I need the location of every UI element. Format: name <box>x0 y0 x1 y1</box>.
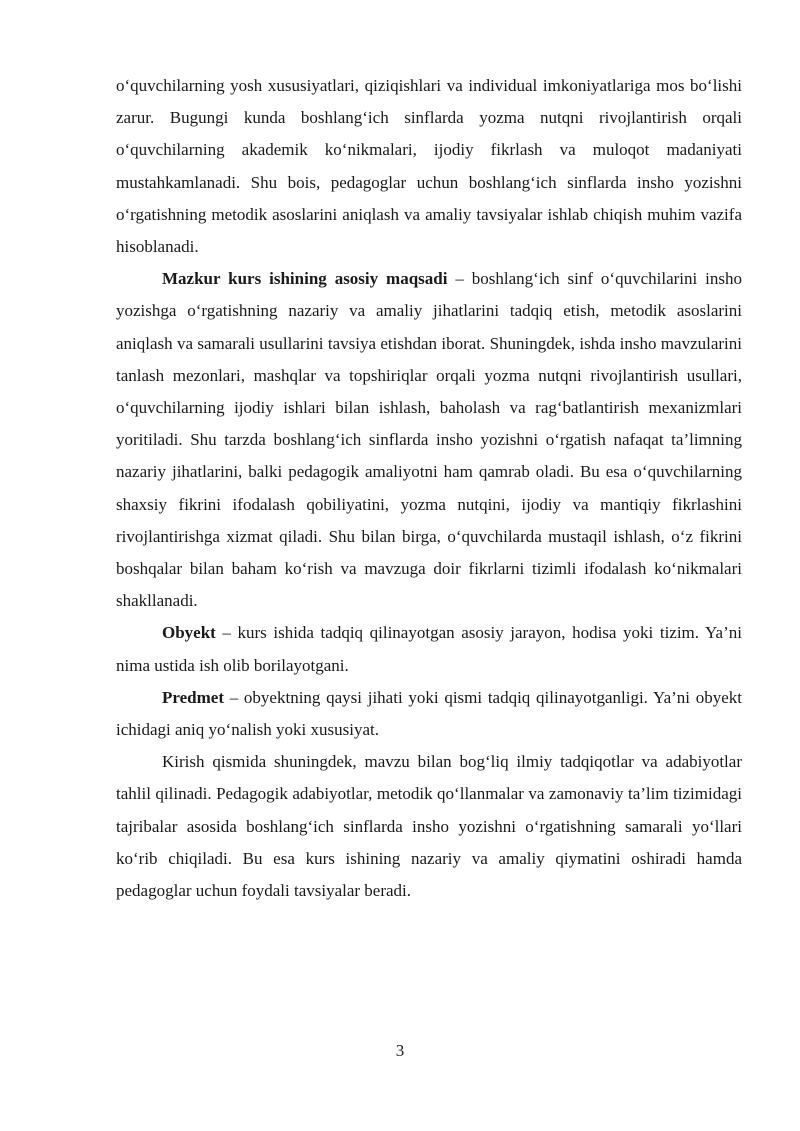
paragraph-text: Kirish qismida shuningdek, mavzu bilan bog‘liq ilmiy tadqiqotlar va adabiyotlar tahlil qilinadi. Pedagogik adabiyotlar, metodik qo‘llanmalar va zamonaviy ta’lim tizimidagi tajribalar asosida boshlang‘ich sinflarda insho yozishni o‘rgatishning samarali yo‘llari ko‘rib chiqiladi. Bu esa kurs ishining nazariy va amaliy qiymatini oshiradi hamda pedagoglar uchun foydali tavsiyalar beradi. <box>116 752 742 901</box>
paragraph-object <box>116 617 742 681</box>
paragraph-text: – boshlang‘ich sinf o‘quvchilarini insho yozishga o‘rgatishning nazariy va amaliy jihatlarini tadqiq etish, metodik asoslarini aniqlash va samarali usullarini tavsiya etishdan iborat. Shuningdek, ishda insho mavzularini tanlash mezonlari, mashqlar va topshiriqlar orqali yozma nutqni rivojlantirish usullari, o‘quvchilarning ijodiy ishlari bilan ishlash, baholash va rag‘batlantirish mexanizmlari yoritiladi. Shu tarzda boshlang‘ich sinflarda insho yozishni o‘rgatish nafaqat ta’limning nazariy jihatlarini, balki pedagogik amaliyotni ham qamrab oladi. Bu esa o‘quvchilarning shaxsiy fikrini ifodalash qobiliyatini, yozma nutqini, ijodiy va mantiqiy fikrlashini rivojlantirishga xizmat qiladi. Shu bilan birga, o‘quvchilarda mustaqil ishlash, o‘z fikrini boshqalar bilan baham ko‘rish va mavzuga doir fikrlarni tizimli ifodalash ko‘nikmalari shakllanadi. <box>116 269 742 611</box>
paragraph-continuation <box>116 70 742 263</box>
paragraph-lead-aim: Mazkur kurs ishining asosiy maqsadi <box>162 269 448 289</box>
paragraph-text: – kurs ishida tadqiq qilinayotgan asosiy jarayon, hodisa yoki tizim. Ya’ni nima ustida ish olib borilayotgani. <box>116 623 742 675</box>
paragraph-text: o‘quvchilarning yosh xususiyatlari, qiziqishlari va individual imkoniyatlariga mos bo‘lishi zarur. Bugungi kunda boshlang‘ich sinflarda yozma nutqni rivojlantirish orqali o‘quvchilarning akademik ko‘nikmalari, ijodiy fikrlash va muloqot madaniyati mustahkamlanadi. Shu bois, pedagoglar uchun boshlang‘ich sinflarda insho yozishni o‘rgatishning metodik asoslarini aniqlash va amaliy tavsiyalar ishlab chiqish muhim vazifa hisoblanadi. <box>116 76 742 257</box>
paragraph-introduction <box>116 746 742 907</box>
paragraph-aim <box>116 263 742 617</box>
paragraph-text: – obyektning qaysi jihati yoki qismi tadqiq qilinayotganligi. Ya’ni obyekt ichidagi aniq yo‘nalish yoki xususiyat. <box>116 687 742 740</box>
page-body <box>116 70 742 907</box>
paragraph-subject <box>116 682 742 746</box>
paragraph-lead-subject: Predmet <box>162 687 224 707</box>
page-number: 3 <box>395 1041 405 1060</box>
paragraph-lead-object: Obyekt <box>162 623 216 643</box>
